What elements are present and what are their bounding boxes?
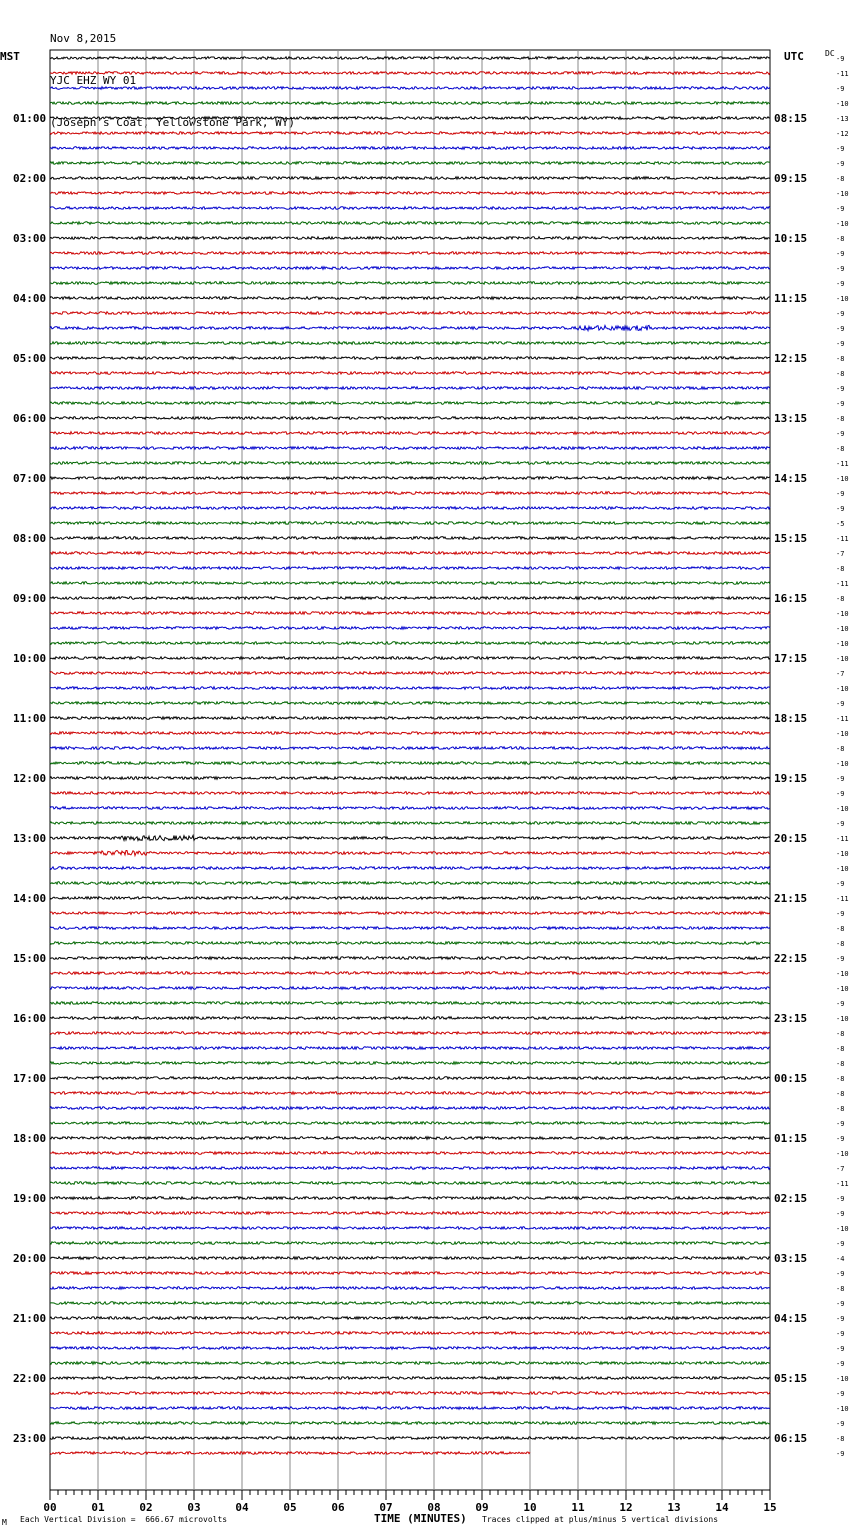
hour-label-right: 22:15 <box>774 952 808 965</box>
left-timezone-label: MST <box>0 50 20 63</box>
dc-offset-label: -9 <box>836 85 845 93</box>
trace-line-87 <box>50 1362 770 1365</box>
station-label: YJC EHZ WY 01 <box>50 74 137 87</box>
dc-offset-label: -9 <box>836 1240 845 1248</box>
trace-line-27 <box>50 462 770 465</box>
dc-offset-label: -12 <box>836 130 849 138</box>
dc-offset-label: -9 <box>836 910 845 918</box>
trace-line-23 <box>50 402 770 405</box>
dc-offset-label: -9 <box>836 160 845 168</box>
dc-offset-label: -9 <box>836 385 845 393</box>
dc-offset-label: -8 <box>836 1030 845 1038</box>
trace-line-59 <box>50 942 770 945</box>
x-tick-label: 01 <box>91 1501 105 1514</box>
dc-offset-label: -9 <box>836 775 845 783</box>
dc-offset-label: -8 <box>836 565 845 573</box>
dc-offset-label: -10 <box>836 220 849 228</box>
x-tick-label: 13 <box>667 1501 681 1514</box>
dc-offset-label: -4 <box>836 1255 845 1263</box>
x-tick-label: 03 <box>187 1501 201 1514</box>
dc-offset-label: -8 <box>836 445 845 453</box>
dc-offset-label: -9 <box>836 1135 845 1143</box>
trace-line-18 <box>50 325 770 330</box>
trace-line-42 <box>50 687 770 690</box>
dc-offset-label: -10 <box>836 805 849 813</box>
trace-line-51 <box>50 822 770 825</box>
trace-line-37 <box>50 612 770 615</box>
trace-line-66 <box>50 1047 770 1050</box>
dc-offset-label: -10 <box>836 655 849 663</box>
trace-line-76 <box>50 1197 770 1200</box>
trace-line-69 <box>50 1092 770 1095</box>
trace-line-65 <box>50 1032 770 1035</box>
hour-label-right: 05:15 <box>774 1372 808 1385</box>
dc-offset-label: -10 <box>836 985 849 993</box>
trace-line-6 <box>50 147 770 150</box>
x-tick-label: 09 <box>475 1501 489 1514</box>
hour-label-left: 12:00 <box>13 772 47 785</box>
hour-label-left: 20:00 <box>13 1252 47 1265</box>
trace-line-64 <box>50 1017 770 1020</box>
dc-offset-label: -10 <box>836 760 849 768</box>
dc-offset-label: -9 <box>836 820 845 828</box>
dc-offset-label: -7 <box>836 550 845 558</box>
dc-offset-label: -7 <box>836 1165 845 1173</box>
dc-offset-label: -9 <box>836 430 845 438</box>
trace-line-58 <box>50 927 770 930</box>
dc-offset-label: -10 <box>836 1150 849 1158</box>
dc-offset-label: -11 <box>836 70 849 78</box>
dc-label: DC <box>825 49 835 58</box>
dc-offset-label: -9 <box>836 790 845 798</box>
hour-label-left: 18:00 <box>13 1132 47 1145</box>
dc-offset-label: -9 <box>836 55 845 63</box>
trace-line-80 <box>50 1257 770 1260</box>
trace-line-47 <box>50 762 770 765</box>
dc-offset-label: -9 <box>836 340 845 348</box>
hour-label-left: 13:00 <box>13 832 47 845</box>
dc-offset-label: -10 <box>836 1225 849 1233</box>
trace-line-73 <box>50 1152 770 1155</box>
dc-offset-label: -8 <box>836 1105 845 1113</box>
hour-label-right: 06:15 <box>774 1432 808 1445</box>
dc-offset-label: -8 <box>836 595 845 603</box>
hour-label-right: 09:15 <box>774 172 808 185</box>
trace-line-45 <box>50 732 770 735</box>
trace-line-38 <box>50 627 770 630</box>
trace-line-5 <box>50 132 770 135</box>
dc-offset-label: -10 <box>836 625 849 633</box>
hour-label-left: 02:00 <box>13 172 47 185</box>
dc-offset-label: -9 <box>836 1120 845 1128</box>
trace-line-3 <box>50 102 770 105</box>
dc-offset-label: -9 <box>836 700 845 708</box>
x-tick-label: 02 <box>139 1501 153 1514</box>
dc-offset-label: -9 <box>836 880 845 888</box>
trace-line-71 <box>50 1122 770 1125</box>
trace-line-50 <box>50 807 770 810</box>
hour-label-left: 10:00 <box>13 652 47 665</box>
dc-offset-label: -8 <box>836 1060 845 1068</box>
dc-offset-label: -10 <box>836 1015 849 1023</box>
dc-offset-label: -9 <box>836 265 845 273</box>
dc-offset-label: -10 <box>836 475 849 483</box>
dc-offset-label: -8 <box>836 745 845 753</box>
trace-line-48 <box>50 777 770 780</box>
hour-label-right: 19:15 <box>774 772 808 785</box>
dc-offset-label: -10 <box>836 865 849 873</box>
dc-offset-label: -11 <box>836 580 849 588</box>
hour-label-right: 02:15 <box>774 1192 808 1205</box>
trace-line-29 <box>50 492 770 495</box>
trace-line-49 <box>50 792 770 795</box>
dc-offset-label: -9 <box>836 1390 845 1398</box>
dc-offset-label: -9 <box>836 955 845 963</box>
x-tick-label: 04 <box>235 1501 249 1514</box>
hour-label-left: 03:00 <box>13 232 47 245</box>
dc-offset-label: -9 <box>836 1330 845 1338</box>
x-tick-label: 11 <box>571 1501 585 1514</box>
x-tick-label: 14 <box>715 1501 729 1514</box>
x-tick-label: 06 <box>331 1501 345 1514</box>
trace-line-85 <box>50 1332 770 1335</box>
hour-label-left: 07:00 <box>13 472 47 485</box>
trace-line-86 <box>50 1347 770 1350</box>
hour-label-left: 17:00 <box>13 1072 47 1085</box>
hour-label-left: 23:00 <box>13 1432 47 1445</box>
dc-offset-label: -8 <box>836 1285 845 1293</box>
dc-offset-label: -10 <box>836 1405 849 1413</box>
x-axis <box>43 1490 776 1514</box>
hour-label-right: 17:15 <box>774 652 808 665</box>
trace-line-82 <box>50 1287 770 1290</box>
dc-offset-label: -9 <box>836 1270 845 1278</box>
hour-label-right: 01:15 <box>774 1132 808 1145</box>
hour-label-right: 10:15 <box>774 232 808 245</box>
scale-note: Each Vertical Division = 666.67 microvolts <box>20 1515 228 1524</box>
dc-offset-label: -5 <box>836 520 845 528</box>
hour-label-right: 15:15 <box>774 532 808 545</box>
trace-line-41 <box>50 672 770 675</box>
trace-line-14 <box>50 267 770 270</box>
dc-offset-label: -8 <box>836 370 845 378</box>
dc-offset-label: -9 <box>836 1210 845 1218</box>
trace-line-68 <box>50 1077 770 1080</box>
trace-line-83 <box>50 1302 770 1305</box>
hour-label-right: 12:15 <box>774 352 808 365</box>
dc-offset-label: -9 <box>836 505 845 513</box>
dc-offset-label: -9 <box>836 1000 845 1008</box>
trace-line-8 <box>50 177 770 180</box>
trace-line-30 <box>50 507 770 510</box>
x-tick-label: 07 <box>379 1501 393 1514</box>
trace-line-62 <box>50 987 770 990</box>
trace-line-4 <box>50 117 770 120</box>
dc-offset-label: -9 <box>836 1195 845 1203</box>
trace-line-2 <box>50 87 770 90</box>
x-tick-label: 10 <box>523 1501 537 1514</box>
hour-label-right: 20:15 <box>774 832 808 845</box>
dc-offset-label: -9 <box>836 250 845 258</box>
hour-label-right: 03:15 <box>774 1252 808 1265</box>
dc-offset-label: -10 <box>836 190 849 198</box>
trace-line-84 <box>50 1317 770 1320</box>
dc-offset-label: -9 <box>836 205 845 213</box>
trace-line-53 <box>50 851 770 856</box>
trace-line-54 <box>50 867 770 870</box>
hour-label-right: 21:15 <box>774 892 808 905</box>
dc-offset-label: -8 <box>836 940 845 948</box>
clip-note: Traces clipped at plus/minus 5 vertical divisions <box>482 1515 719 1524</box>
hour-label-right: 18:15 <box>774 712 808 725</box>
hour-label-right: 23:15 <box>774 1012 808 1025</box>
hour-label-left: 16:00 <box>13 1012 47 1025</box>
dc-offset-label: -10 <box>836 1375 849 1383</box>
trace-line-32 <box>50 537 770 540</box>
hour-label-right: 13:15 <box>774 412 808 425</box>
trace-line-31 <box>50 522 770 525</box>
dc-offset-label: -9 <box>836 145 845 153</box>
trace-lines <box>50 57 770 1455</box>
trace-line-39 <box>50 642 770 645</box>
trace-line-19 <box>50 342 770 345</box>
date-label: Nov 8,2015 <box>50 32 117 45</box>
dc-offset-label: -13 <box>836 115 849 123</box>
dc-offset-label: -9 <box>836 1300 845 1308</box>
trace-line-20 <box>50 357 770 360</box>
trace-line-24 <box>50 417 770 420</box>
trace-line-78 <box>50 1227 770 1230</box>
hour-label-left: 19:00 <box>13 1192 47 1205</box>
trace-line-57 <box>50 912 770 915</box>
trace-line-61 <box>50 972 770 975</box>
trace-line-90 <box>50 1407 770 1410</box>
trace-line-67 <box>50 1062 770 1065</box>
hour-label-right: 11:15 <box>774 292 808 305</box>
hour-label-left: 04:00 <box>13 292 47 305</box>
dc-offset-label: -9 <box>836 1345 845 1353</box>
trace-line-56 <box>50 897 770 900</box>
dc-offset-labels <box>836 55 849 1458</box>
dc-offset-label: -9 <box>836 400 845 408</box>
dc-offset-label: -8 <box>836 175 845 183</box>
trace-line-89 <box>50 1392 770 1395</box>
trace-line-43 <box>50 702 770 705</box>
trace-line-79 <box>50 1242 770 1245</box>
hour-label-left: 01:00 <box>13 112 47 125</box>
dc-offset-label: -11 <box>836 460 849 468</box>
trace-line-74 <box>50 1167 770 1170</box>
trace-line-40 <box>50 657 770 660</box>
dc-offset-label: -10 <box>836 640 849 648</box>
dc-offset-label: -10 <box>836 730 849 738</box>
hour-label-right: 16:15 <box>774 592 808 605</box>
trace-line-7 <box>50 162 770 165</box>
trace-line-88 <box>50 1377 770 1380</box>
dc-offset-label: -8 <box>836 235 845 243</box>
right-timezone-label: UTC <box>784 50 804 63</box>
trace-line-17 <box>50 312 770 315</box>
dc-offset-label: -9 <box>836 490 845 498</box>
dc-offset-label: -9 <box>836 280 845 288</box>
x-tick-label: 15 <box>763 1501 777 1514</box>
trace-line-22 <box>50 387 770 390</box>
hour-label-right: 00:15 <box>774 1072 808 1085</box>
dc-offset-label: -8 <box>836 925 845 933</box>
hour-label-left: 22:00 <box>13 1372 47 1385</box>
dc-offset-label: -10 <box>836 970 849 978</box>
dc-offset-label: -10 <box>836 100 849 108</box>
trace-line-81 <box>50 1272 770 1275</box>
trace-line-0 <box>50 57 770 60</box>
x-axis-title: TIME (MINUTES) <box>374 1512 467 1525</box>
trace-line-75 <box>50 1182 770 1185</box>
trace-line-70 <box>50 1107 770 1110</box>
hour-label-left: 14:00 <box>13 892 47 905</box>
right-hour-labels <box>774 112 807 1445</box>
trace-line-26 <box>50 447 770 450</box>
dc-offset-label: -9 <box>836 325 845 333</box>
x-tick-label: 12 <box>619 1501 633 1514</box>
hour-label-left: 05:00 <box>13 352 47 365</box>
trace-line-72 <box>50 1137 770 1140</box>
trace-line-10 <box>50 207 770 210</box>
trace-line-1 <box>50 72 770 75</box>
trace-line-92 <box>50 1437 770 1440</box>
hour-label-right: 14:15 <box>774 472 808 485</box>
trace-line-44 <box>50 717 770 720</box>
trace-line-11 <box>50 222 770 225</box>
hour-label-left: 15:00 <box>13 952 47 965</box>
dc-offset-label: -11 <box>836 535 849 543</box>
dc-offset-label: -8 <box>836 1090 845 1098</box>
trace-line-12 <box>50 237 770 240</box>
trace-line-55 <box>50 882 770 885</box>
trace-line-46 <box>50 747 770 750</box>
dc-offset-label: -10 <box>836 685 849 693</box>
hour-label-right: 08:15 <box>774 112 808 125</box>
trace-line-63 <box>50 1002 770 1005</box>
dc-offset-label: -11 <box>836 1180 849 1188</box>
trace-line-28 <box>50 477 770 480</box>
x-tick-label: 05 <box>283 1501 297 1514</box>
dc-offset-label: -10 <box>836 295 849 303</box>
dc-offset-label: -8 <box>836 1075 845 1083</box>
dc-offset-label: -11 <box>836 835 849 843</box>
trace-line-60 <box>50 957 770 960</box>
trace-line-91 <box>50 1422 770 1425</box>
dc-offset-label: -8 <box>836 415 845 423</box>
trace-line-9 <box>50 192 770 195</box>
trace-line-25 <box>50 432 770 435</box>
dc-offset-label: -10 <box>836 850 849 858</box>
dc-offset-label: -9 <box>836 1450 845 1458</box>
hour-label-left: 09:00 <box>13 592 47 605</box>
trace-line-34 <box>50 567 770 570</box>
dc-offset-label: -8 <box>836 1045 845 1053</box>
corner-mark: M <box>2 1518 7 1527</box>
dc-offset-label: -8 <box>836 1435 845 1443</box>
trace-line-15 <box>50 282 770 285</box>
hour-label-right: 04:15 <box>774 1312 808 1325</box>
x-tick-label: 00 <box>43 1501 57 1514</box>
hour-label-left: 21:00 <box>13 1312 47 1325</box>
hour-label-left: 06:00 <box>13 412 47 425</box>
trace-line-21 <box>50 372 770 375</box>
dc-offset-label: -11 <box>836 895 849 903</box>
dc-offset-label: -7 <box>836 670 845 678</box>
x-tick-label: 08 <box>427 1501 441 1514</box>
dc-offset-label: -8 <box>836 355 845 363</box>
trace-line-13 <box>50 252 770 255</box>
trace-line-33 <box>50 552 770 555</box>
left-hour-labels <box>13 112 46 1445</box>
dc-offset-label: -9 <box>836 1420 845 1428</box>
trace-line-36 <box>50 597 770 600</box>
trace-line-52 <box>50 836 770 841</box>
hour-label-left: 11:00 <box>13 712 47 725</box>
dc-offset-label: -10 <box>836 610 849 618</box>
trace-line-35 <box>50 582 770 585</box>
trace-line-16 <box>50 297 770 300</box>
hour-label-left: 08:00 <box>13 532 47 545</box>
dc-offset-label: -9 <box>836 1315 845 1323</box>
dc-offset-label: -9 <box>836 310 845 318</box>
trace-line-77 <box>50 1212 770 1215</box>
location-label: (Joseph's Coat, Yellowstone Park, WY) <box>50 116 296 129</box>
dc-offset-label: -9 <box>836 1360 845 1368</box>
dc-offset-label: -11 <box>836 715 849 723</box>
